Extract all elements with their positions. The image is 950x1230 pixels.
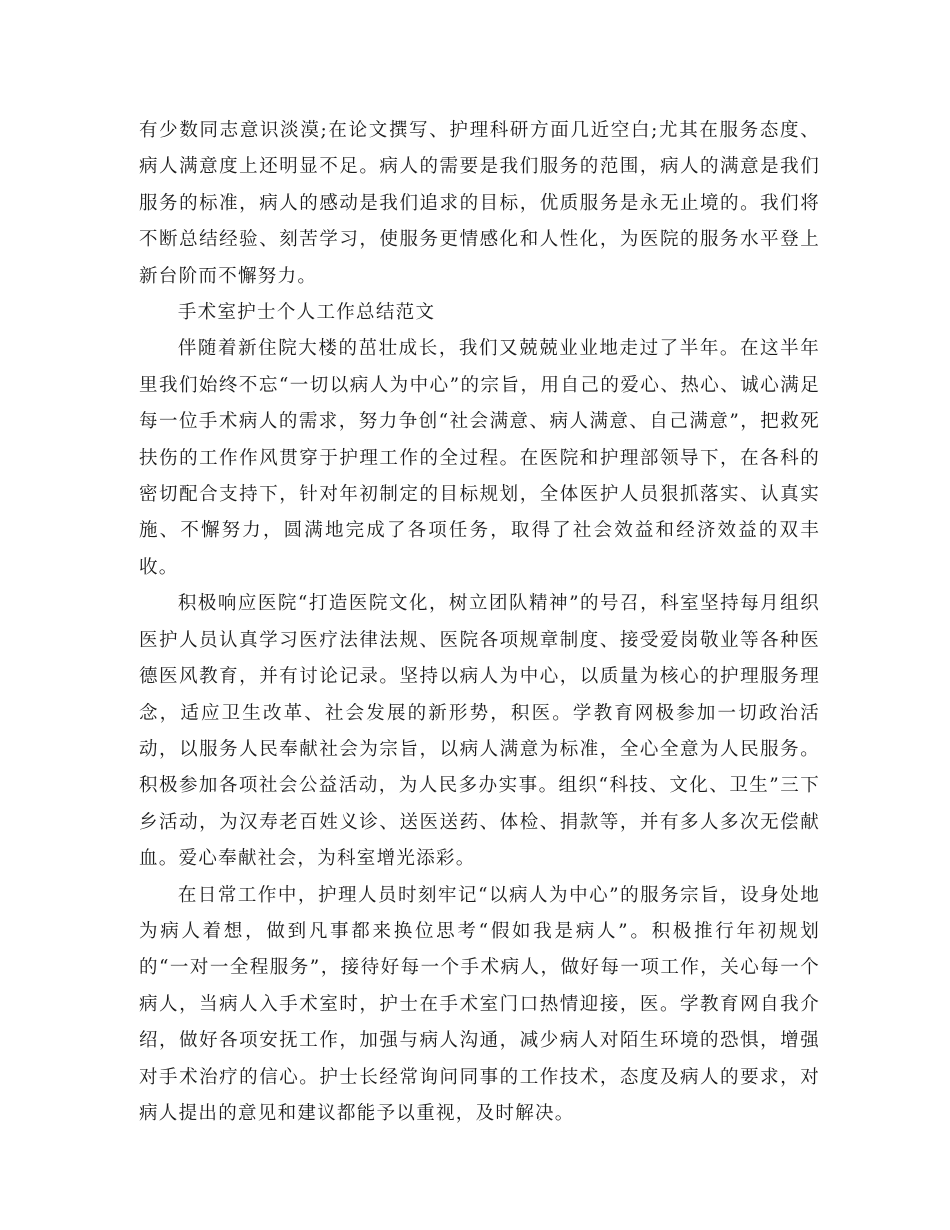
paragraph-daily-work: 在日常工作中，护理人员时刻牢记“以病人为中心”的服务宗旨，设身处地为病人着想，做到凡事都来换位思考“假如我是病人”。积极推行年初规划的“一对一全程服务”，接待好每一个手术病人，做好每一项工作，关心每一个病人，当病人入手术室时，护士在手术室门口热情迎接，医。学教育网自我介绍，做好各项安抚工作，加强与病人沟通，减少病人对陌生环境的恐惧，增强对手术治疗的信心。护士长经常询问同事的工作技术，态度及病人的要求，对病人提出的意见和建议都能予以重视，及时解决。	[139, 884, 820, 1124]
paragraph-continuation: 有少数同志意识淡漠;在论文撰写、护理科研方面几近空白;尤其在服务态度、病人满意度上还明显不足。病人的需要是我们服务的范围，病人的满意是我们服务的标准，病人的感动是我们追求的目标，优质服务是永无止境的。我们将不断总结经验、刻苦学习，使服务更情感化和人性化，为医院的服务水平登上新台阶而不懈努力。	[139, 120, 820, 287]
paragraph-culture: 积极响应医院“打造医院文化，树立团队精神”的号召，科室坚持每月组织医护人员认真学习医疗法律法规、医院各项规章制度、接受爱岗敬业等各种医德医风教育，并有讨论记录。坚持以病人为中心，以质量为核心的护理服务理念，适应卫生改革、社会发展的新形势，积医。学教育网极参加一切政治活动，以服务人民奉献社会为宗旨，以病人满意为标准，全心全意为人民服务。积极参加各项社会公益活动，为人民多办实事。组织“科技、文化、卫生”三下乡活动，为汉寿老百姓义诊、送医送药、体检、捐款等，并有多人多次无偿献血。爱心奉献社会，为科室增光添彩。	[139, 593, 820, 870]
section-heading: 手术室护士个人工作总结范文	[177, 302, 436, 324]
paragraph-intro: 伴随着新住院大楼的茁壮成长，我们又兢兢业业地走过了半年。在这半年里我们始终不忘“一切以病人为中心”的宗旨，用自己的爱心、热心、诚心满足每一位手术病人的需求，努力争创“社会满意、病人满意、自己满意”，把救死扶伤的工作作风贯穿于护理工作的全过程。在医院和护理部领导下，在各科的密切配合支持下，针对年初制定的目标规划，全体医护人员狠抓落实、认真实施、不懈努力，圆满地完成了各项任务，取得了社会效益和经济效益的双丰收。	[139, 338, 820, 578]
